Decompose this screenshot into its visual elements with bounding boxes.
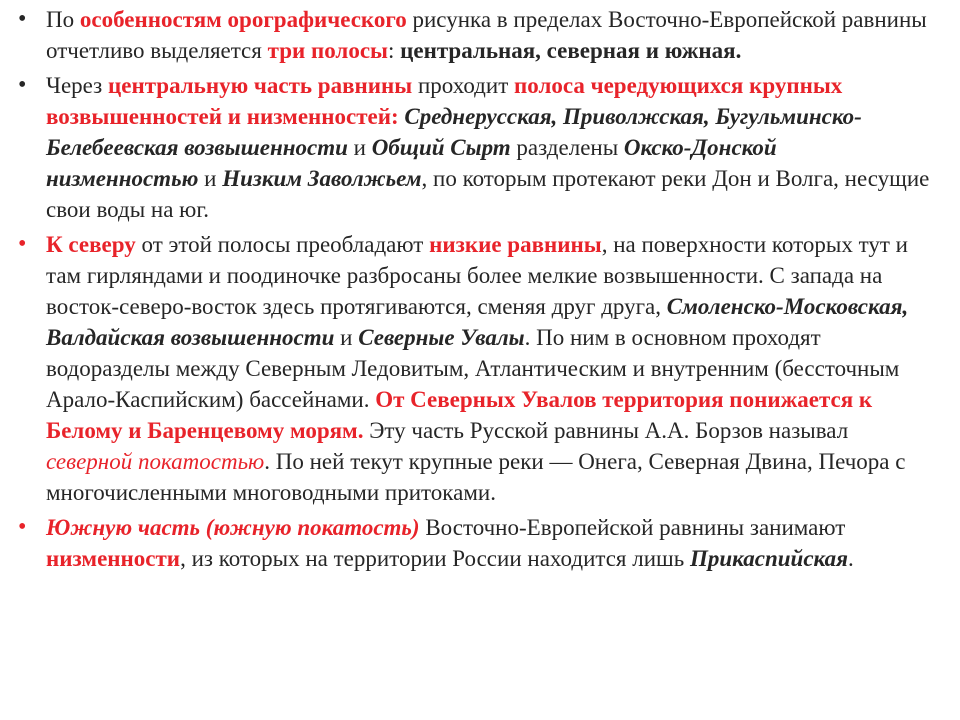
bullet-icon: • — [18, 6, 27, 32]
text-run: и — [347, 135, 372, 160]
text-run: Восточно-Европейской равнины занимают — [419, 515, 846, 540]
text-run: от этой полосы преобладают — [135, 232, 430, 257]
text-run: низкие равнины — [429, 232, 602, 257]
bullet-icon: • — [18, 514, 27, 540]
text-run: Через — [46, 73, 108, 98]
text-run: Смоленско-Московская, Валдайская возвышенности — [46, 294, 909, 350]
text-run: проходит — [412, 73, 514, 98]
text-run: полоса чередующихся крупных возвышенностей и низменностей: — [46, 73, 843, 129]
text-run: северной покатостью — [46, 449, 265, 474]
text-run: . — [847, 546, 854, 571]
bullet-item-2 — [18, 70, 930, 225]
bullet-icon: • — [18, 231, 27, 257]
text-run: разделены — [510, 135, 624, 160]
text-run: Эту часть Русской равнины А.А. Борзов называл — [363, 418, 849, 443]
text-run: . По ней текут крупные реки — Онега, Северная Двина, Печора с многочисленными многоводными притоками. — [46, 449, 906, 505]
text-run: центральная, северная и южная. — [400, 38, 742, 63]
text-run: , по которым протекают реки Дон и Волга, несущие свои воды на юг. — [46, 166, 930, 222]
text-run: К северу — [46, 232, 136, 257]
text-run: По — [46, 7, 80, 32]
text-run: Низким Заволжьем — [222, 166, 422, 191]
bullet-item-3 — [18, 229, 930, 508]
text-run: , из которых на территории России находится лишь — [180, 546, 690, 571]
text-run: низменности — [46, 546, 181, 571]
text-run: , на поверхности которых тут и там гирляндами и поодиночке разбросаны более мелкие возвышенности. С запада на восток-северо-восток здесь протягиваются, сменяя друг друга, — [46, 232, 908, 319]
text-run: Среднерусская, Приволжская, Бугульминско-Белебеевская возвышенности — [46, 104, 862, 160]
bullet-item-4 — [18, 512, 930, 574]
text-run: рисунка в пределах Восточно-Европейской равнины отчетливо выделяется — [46, 7, 927, 63]
text-run: Прикаспийская — [689, 546, 848, 571]
text-run: : — [388, 38, 401, 63]
text-run: и — [198, 166, 223, 191]
text-run: и — [334, 325, 359, 350]
text-run: От Северных Увалов территория понижается к Белому и Баренцевому морям. — [46, 387, 873, 443]
text-run: Общий Сырт — [371, 135, 511, 160]
text-run: . По ним в основном проходят водоразделы между Северным Ледовитым, Атлантическим и внутренним (бессточным Арало-Каспийским) бассейнами. — [46, 325, 900, 412]
text-run: Окско-Донской низменностью — [46, 135, 777, 191]
text-run: Северные Увалы — [358, 325, 525, 350]
text-run: три полосы — [267, 38, 388, 63]
bullet-list — [18, 4, 930, 574]
bullet-item-1 — [18, 4, 930, 66]
text-run: центральную часть равнины — [107, 73, 413, 98]
bullet-icon: • — [18, 72, 27, 98]
text-run: особенностям орографического — [79, 7, 407, 32]
text-run: Южную часть (южную покатость) — [46, 515, 420, 540]
